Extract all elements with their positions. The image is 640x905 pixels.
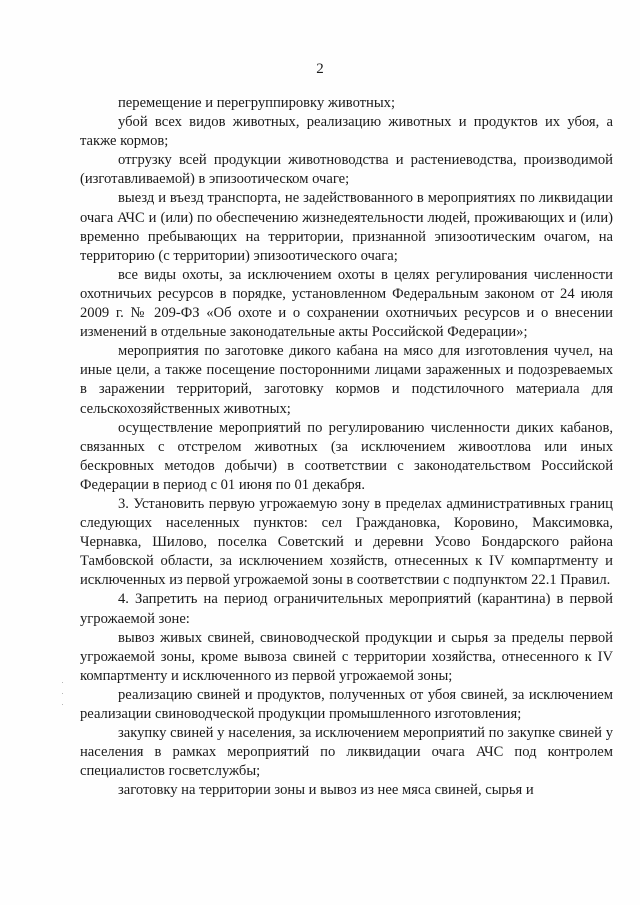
paragraph-slaughter: убой всех видов животных, реализацию животных и продуктов их убоя, а также кормов; <box>80 114 613 150</box>
document-body <box>80 94 613 800</box>
page-number: 2 <box>316 61 324 77</box>
paragraph-sale-pigs: реализацию свиней и продуктов, полученных от убоя свиней, за исключением реализации свиноводческой продукции промышленного изготовления; <box>80 686 613 722</box>
paragraph-animal-movement: перемещение и перегруппировку животных; <box>118 95 396 111</box>
paragraph-transport: выезд и въезд транспорта, не задействованного в мероприятиях по ликвидации очага АЧС и (или) по обеспечению жизнедеятельности людей, проживающих и (или) временно пребывающих на территории, признанной эпизоотическим очагом, на территорию (с территории) эпизоотического очага; <box>80 190 613 264</box>
paragraph-boar-population-control: осуществление мероприятий по регулированию численности диких кабанов, связанных с отстрелом животных (за исключением живоотлова или иных бескровных методов добычи) в соответствии с законодательством Российской Федерации в период с 01 июня по 01 декабря. <box>80 419 613 493</box>
paragraph-shipment: отгрузку всей продукции животноводства и растениеводства, производимой (изготавливаемой) в эпизоотическом очаге; <box>80 152 613 188</box>
scan-margin-marks <box>62 682 64 722</box>
paragraph-wild-boar-harvest: мероприятия по заготовке дикого кабана на мясо для изготовления чучел, на иные цели, а также посещение посторонними лицами зараженных и подозреваемых в заражении территорий, заготовку кормов и подстилочного материала для сельскохозяйственных животных; <box>80 343 613 417</box>
paragraph-item-3-threatened-zone: 3. Установить первую угрожаемую зону в пределах административных границ следующих населенных пунктов: сел Граждановка, Коровино, Максимовка, Чернавка, Шилово, поселка Советский и деревни Усово Бондарского района Тамбовской области, за исключением хозяйств, отнесенных к IV компартменту и исключенных из первой угрожаемой зоны в соответствии с подпунктом 22.1 Правил. <box>80 495 613 589</box>
paragraph-pork-harvest: заготовку на территории зоны и вывоз из нее мяса свиней, сырья и <box>118 782 534 799</box>
paragraph-purchase-pigs: закупку свиней у населения, за исключением мероприятий по закупке свиней у населения в рамках мероприятий по ликвидации очага АЧС под контролем специалистов госветслужбы; <box>80 725 613 780</box>
paragraph-hunting: все виды охоты, за исключением охоты в целях регулирования численности охотничьих ресурсов в порядке, установленном Федеральным законом от 24 июля 2009 г. № 209-ФЗ «Об охоте и о сохранении охотничьих ресурсов и о внесении изменений в отдельные законодательные акты Российской Федерации»; <box>80 266 613 341</box>
paragraph-item-4-prohibit: 4. Запретить на период ограничительных мероприятий (карантина) в первой угрожаемой зоне: <box>80 591 613 627</box>
paragraph-export-pigs: вывоз живых свиней, свиноводческой продукции и сырья за пределы первой угрожаемой зоны, кроме вывоза свиней с территории хозяйства, отнесенного к IV компартменту и исключенного из первой угрожаемой зоны; <box>80 629 613 684</box>
